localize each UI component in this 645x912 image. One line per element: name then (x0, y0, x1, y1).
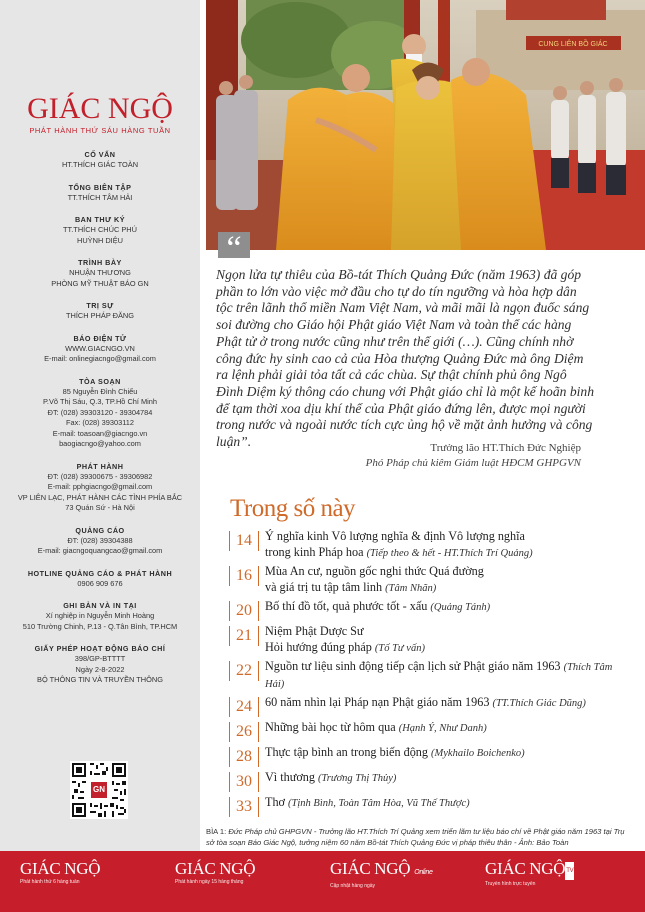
cover-caption-label: BÌA 1: (206, 827, 227, 836)
contents-item[interactable] (229, 795, 629, 817)
contents-page-number: 33 (229, 797, 259, 817)
staff-line: HUỲNH DIỆU (77, 235, 123, 245)
staff-line: VP LIÊN LẠC, PHÁT HÀNH CÁC TỈNH PHÍA BẮC (17, 492, 183, 502)
staff-line: P.Võ Thị Sáu, Q.3, TP.Hồ Chí Minh (42, 397, 158, 406)
contents-item-title (265, 720, 487, 737)
qr-center-logo: GN (89, 780, 109, 800)
contents-item[interactable] (229, 770, 629, 792)
contents-item-title-line2 (265, 545, 533, 562)
contents-item-title-text: trong kinh Pháp hoa (265, 544, 364, 559)
contents-page-number: 14 (229, 531, 259, 551)
contents-item-title-text: 60 năm nhìn lại Pháp nạn Phật giáo năm 1963 (265, 695, 490, 709)
contents-page-number: 22 (229, 661, 259, 681)
cover-caption-text: Đức Pháp chủ GHPGVN - Trưởng lão HT.Thích Trí Quảng xem triển lãm tư liệu báo chí về Phật giáo năm 1963 tại Trụ sở tòa soạn Báo Giác Ngộ, tưởng niệm 60 năm Bồ-tát Thích Quảng Đức vị pháp thiêu thân - Ảnh: Bảo Toàn (206, 827, 625, 847)
quote-author-role: Phó Pháp chủ kiêm Giám luật HĐCM GHPGVN (365, 457, 581, 469)
brand (0, 94, 200, 135)
contents-item-title (265, 624, 425, 640)
footer-brand-name-line (330, 860, 440, 882)
contents-item-author: (Hạnh Ý, Như Danh) (398, 723, 487, 734)
contents-item-body (265, 770, 396, 787)
contents-item-author: (Thích Tâm Hải) (265, 662, 613, 690)
contents-item-author: (Tịnh Bình, Toàn Tâm Hòa, Vũ Thế Thược) (288, 798, 470, 809)
staff-heading: TRÌNH BÀY (78, 258, 122, 267)
staff-line: HT.THÍCH GIÁC TOÀN (61, 160, 139, 169)
footer-brand-tagline: Phát hành thứ 6 hàng tuần (20, 879, 80, 885)
contents-item-title-text: Niệm Phật Dược Sư (265, 624, 364, 638)
footer-brand-logo[interactable] (175, 860, 285, 885)
footer-brand-suffix: Online (414, 869, 433, 876)
contents-item[interactable] (229, 599, 629, 621)
contents-item-body (265, 564, 484, 596)
contents-page-number: 24 (229, 697, 259, 717)
contents-item-title (265, 529, 533, 545)
contents-item-body (265, 529, 533, 561)
contents-item-body (265, 695, 586, 712)
staff-heading: BÁO ĐIỆN TỬ (73, 333, 127, 343)
temple-sign: CUNG LIÊN BỒ GIÁC (538, 41, 608, 48)
footer-brand-tagline: Phát hành ngày 15 hàng tháng (175, 879, 244, 885)
contents-item-title-text: Ý nghĩa kinh Vô lượng nghĩa & định Vô lượng nghĩa (265, 529, 525, 543)
footer-brand-logo[interactable] (485, 860, 595, 887)
contents-item-title-text: Mùa An cư, nguồn gốc nghi thức Quá đường (265, 564, 484, 578)
contents-item-title-text: Thơ (265, 795, 285, 809)
staff-line: E-mail: giacngoquangcao@gmail.com (37, 546, 163, 555)
contents-item-title (265, 745, 525, 762)
staff-section (0, 462, 200, 514)
staff-section (0, 258, 200, 289)
contents-item-body (265, 659, 629, 692)
contents-page-number: 26 (229, 722, 259, 742)
staff-heading: HOTLINE QUẢNG CÁO & PHÁT HÀNH (27, 568, 173, 578)
quote-author: Trưởng lão HT.Thích Đức Nghiệp (430, 442, 581, 454)
contents-item-body (265, 745, 525, 762)
staff-section (0, 183, 200, 204)
contents-list (229, 529, 629, 820)
contents-item-title-text: và giá trị tu tập tâm linh (265, 579, 383, 594)
quote-text: Ngọn lửa tự thiêu của Bồ-tát Thích Quảng Đức (năm 1963) đã góp phần to lớn vào việc mở đầu cho tự do tín ngưỡng và hòa hợp dân tộc trên lãnh thổ miền Nam Việt Nam, và mãi mãi là ngọn đuốc sáng soi đường cho Giáo hội Phật giáo Việt Nam và toàn thể các hàng Phật tử ở trong nước cũng như trên thế giới (…). Cũng chính nhờ công đức hy sinh cao cả của Hòa thượng Quảng Đức mà ông Diệm ra lệnh phải giải tỏa tất cả các chùa. Sự thật chính phủ ông Ngô Đình Diệm ký thông cáo chung với Phật giáo chỉ là một kế hoãn binh để tạm thời xoa dịu khí thế của Phật giáo đứng lên, được mọi người trong nước và ngoài nước tích cực ủng hộ về mặt ảnh hưởng và công luận”. (216, 267, 594, 450)
footer-brand-logo[interactable] (20, 860, 130, 885)
contents-item-body (265, 795, 470, 812)
footer-brand-name: GIÁC NGỘ (20, 859, 101, 878)
staff-section (0, 601, 200, 632)
staff-line: PHÒNG MỸ THUẬT BÁO GN (51, 278, 149, 288)
staff-line: 0906 909 676 (77, 578, 123, 588)
staff-heading: PHÁT HÀNH (76, 461, 124, 471)
staff-line: THÍCH PHÁP ĐĂNG (65, 311, 135, 320)
contents-item-title (265, 695, 586, 712)
footer-brand-bar (0, 851, 645, 912)
staff-heading: TRỊ SỰ (86, 301, 114, 310)
staff-section (0, 334, 200, 365)
contents-item[interactable] (229, 659, 629, 692)
staff-line: NHUẬN THƯƠNG (69, 268, 131, 277)
staff-section (0, 215, 200, 246)
brand-logo: GIÁC NGỘ (27, 92, 173, 125)
footer-brand-name: GIÁC NGỘ (330, 859, 411, 878)
contents-item-title (265, 659, 629, 692)
staff-line: Xí nghiệp in Nguyễn Minh Hoàng (45, 611, 155, 620)
contents-item-author: (Quảng Tánh) (430, 602, 491, 613)
staff-line: Ngày 2-8-2022 (75, 664, 125, 674)
contents-item-author: (Tiếp theo & hết - HT.Thích Trí Quảng) (366, 547, 533, 559)
staff-line: 73 Quán Sứ - Hà Nội (65, 503, 135, 512)
staff-line: BỘ THÔNG TIN VÀ TRUYỀN THÔNG (37, 675, 163, 684)
contents-item-title-line2 (265, 580, 484, 597)
footer-brand-name: GIÁC NGỘ (485, 859, 566, 878)
staff-heading: CỐ VẤN (84, 150, 116, 159)
footer-brand-name-line (175, 860, 285, 878)
cover-photo (206, 0, 645, 250)
contents-item-title (265, 564, 484, 580)
footer-brand-tagline: Cập nhật hàng ngày (330, 883, 376, 889)
staff-line: ĐT: (028) 39303120 - 39304784 (47, 407, 153, 417)
contents-item-author: (TT.Thích Giác Dũng) (492, 698, 586, 709)
staff-section (0, 301, 200, 322)
qr-code[interactable] (70, 761, 128, 819)
contents-item[interactable] (229, 529, 629, 561)
staff-section (0, 150, 200, 171)
contents-item-author: (Mykhailo Boichenko) (431, 748, 525, 759)
contents-item-author: (Tâm Nhãn) (385, 582, 437, 594)
quote-mark-icon: “ (218, 232, 250, 258)
contents-item-author: (Tố Tư vấn) (374, 642, 425, 654)
footer-brand-name-line (485, 860, 595, 880)
staff-line: ĐT: (028) 39304388 (67, 535, 133, 545)
staff-heading: TÒA SOẠN (79, 376, 121, 386)
quote-attribution (366, 441, 581, 471)
contents-page-number: 30 (229, 772, 259, 792)
staff-heading: GIẤY PHÉP HOẠT ĐỘNG BÁO CHÍ (34, 644, 166, 653)
contents-item-title-text: Bố thí đồ tốt, quả phước tốt - xấu (265, 599, 428, 613)
staff-line: TT.THÍCH CHÚC PHÚ (63, 225, 137, 234)
brand-tagline: PHÁT HÀNH THỨ SÁU HÀNG TUẦN (29, 126, 171, 135)
footer-brand-name: GIÁC NGỘ (175, 859, 256, 878)
contents-item-body (265, 720, 487, 737)
staff-line: Fax: (028) 39303112 (65, 418, 135, 427)
contents-page-number: 28 (229, 747, 259, 767)
contents-item-author: (Trương Thị Thủy) (318, 773, 397, 784)
contents-item-body (265, 599, 490, 616)
staff-line: ĐT: (028) 39300675 - 39306982 (47, 471, 153, 481)
staff-line: WWW.GIACNGO.VN (65, 343, 135, 353)
staff-line: E-mail: pphgiacngo@gmail.com (47, 482, 153, 491)
footer-brand-logo[interactable] (330, 860, 440, 889)
staff-line: baogiacngo@yahoo.com (59, 439, 141, 448)
contents-item-title (265, 795, 470, 812)
footer-brand-tv-badge: TV (565, 862, 574, 880)
contents-item-title (265, 599, 490, 616)
contents-item-title-line2 (265, 640, 425, 657)
contents-item-title-text: Hỏi hướng đúng pháp (265, 639, 372, 654)
contents-item[interactable] (229, 695, 629, 717)
contents-page-number: 16 (229, 566, 259, 586)
cover-caption (206, 827, 631, 848)
staff-section (0, 644, 200, 686)
staff-section (0, 526, 200, 557)
contents-page-number: 20 (229, 601, 259, 621)
contents-item[interactable] (229, 720, 629, 742)
staff-section (0, 377, 200, 450)
staff-line: 85 Nguyễn Đình Chiểu (62, 386, 138, 396)
footer-brand-name-line (20, 860, 130, 878)
contents-item-title-text: Những bài học từ hôm qua (265, 720, 396, 734)
cover-photo-illustration (206, 0, 645, 250)
footer-brand-tagline: Truyền hình trực tuyến (485, 881, 536, 887)
contents-item-body (265, 624, 425, 656)
staff-heading: TỔNG BIÊN TẬP (68, 182, 132, 192)
staff-list (0, 150, 200, 698)
staff-line: 398/GP-BTTTT (74, 654, 126, 663)
staff-line: E-mail: toasoan@giacngo.vn (52, 428, 148, 438)
contents-title: Trong số này (230, 495, 356, 522)
staff-heading: GHI BẢN VÀ IN TẠI (63, 601, 137, 610)
contents-item-title-text: Nguồn tư liệu sinh động tiếp cận lịch sử Phật giáo năm 1963 (265, 659, 561, 673)
contents-item-title-text: Vì thương (265, 770, 315, 784)
staff-line: TT.THÍCH TÂM HẢI (67, 192, 133, 202)
contents-item[interactable] (229, 564, 629, 596)
staff-line: E-mail: onlinegiacngo@gmail.com (44, 354, 156, 363)
contents-item-title-text: Thực tập bình an trong biến động (265, 745, 428, 759)
masthead-sidebar (0, 0, 200, 912)
contents-page-number: 21 (229, 626, 259, 646)
staff-section (0, 569, 200, 590)
staff-line: 510 Trường Chinh, P.13 - Q.Tân Bình, TP.HCM (22, 621, 178, 631)
contents-item-title (265, 770, 396, 787)
contents-item[interactable] (229, 745, 629, 767)
staff-heading: BAN THƯ KÝ (74, 215, 126, 224)
staff-heading: QUẢNG CÁO (75, 525, 125, 535)
contents-item[interactable] (229, 624, 629, 656)
